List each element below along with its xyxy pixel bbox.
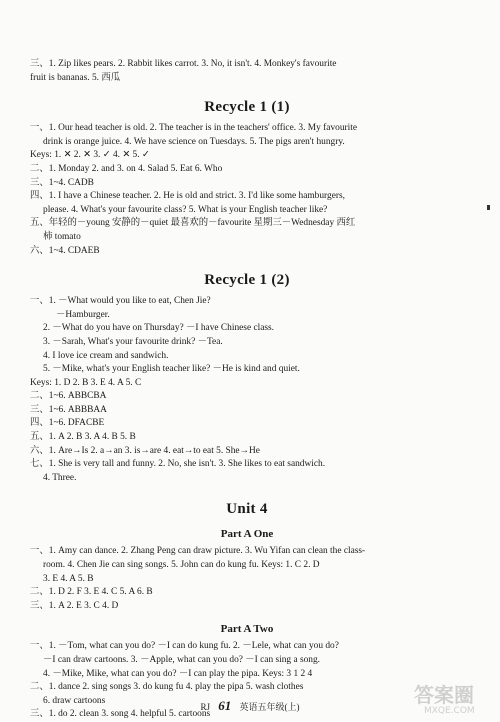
text-line: 柿 tomato	[43, 231, 81, 242]
footer-book-title: 英语五年级(上)	[239, 702, 300, 712]
text-line: －I can draw cartoons. 3. －Apple, what can you do? －I can sing a song.	[43, 655, 321, 665]
text-line: Keys: 1. ✕ 2. ✕ 3. ✓ 4. ✕ 5. ✓	[30, 150, 150, 161]
text-line: Keys: 1. D 2. B 3. E 4. A 5. C	[30, 377, 142, 388]
unit-heading: Unit 4	[226, 501, 268, 518]
text-line: －Hamburger.	[56, 309, 110, 320]
margin-mark	[487, 205, 490, 210]
text-line: 三、1. do 2. clean 3. song 4. helpful 5. cartoons	[30, 709, 211, 720]
text-line: drink is orange juice. 4. We have science on Tuesdays. 5. The pigs aren't hungry.	[43, 136, 345, 147]
text-line: 三、1. A 2. E 3. C 4. D	[30, 600, 119, 611]
text-line: 三、1. Zip likes pears. 2. Rabbit likes carrot. 3. No, it isn't. 4. Monkey's favourite	[30, 59, 337, 69]
part-heading: Part A Two	[220, 623, 274, 636]
section-heading: Recycle 1 (1)	[204, 99, 290, 116]
text-line: 3. －Sarah, What's your favourite drink? －Tea.	[43, 336, 223, 347]
text-line: 二、1~6. ABBCBA	[30, 391, 107, 402]
text-line: fruit is bananas. 5. 西瓜	[30, 72, 121, 83]
text-line: 3. E 4. A 5. B	[43, 573, 94, 584]
text-line: 4. Three.	[43, 472, 77, 483]
text-line: 七、1. She is very tall and funny. 2. No, she isn't. 3. She likes to eat sandwich.	[30, 459, 326, 470]
text-line: room. 4. Chen Jie can sing songs. 5. John can do kung fu. Keys: 1. C 2. D	[43, 560, 320, 571]
text-line: 一、1. －What would you like to eat, Chen Jie?	[30, 296, 211, 307]
text-line: 六、1~4. CDAEB	[30, 245, 100, 256]
text-line: 四、1. I have a Chinese teacher. 2. He is old and strict. 3. I'd like some hamburgers,	[30, 191, 345, 202]
text-line: 2. －What do you have on Thursday? －I have Chinese class.	[43, 323, 275, 334]
text-line: 四、1~6. DFACBE	[30, 418, 105, 429]
text-line: 4. －Mike, Mike, what can you do? －I can play the pipa. Keys: 3 1 2 4	[43, 668, 313, 679]
text-line: 二、1. Monday 2. and 3. on 4. Salad 5. Eat 6. Who	[30, 163, 223, 174]
text-line: 二、1. dance 2. sing songs 3. do kung fu 4. play the pipa 5. wash clothes	[30, 682, 304, 693]
watermark-text: 答案圈	[414, 683, 474, 707]
text-line: 三、1~6. ABBBAA	[30, 404, 107, 415]
text-line: 6. draw cartoons	[43, 695, 106, 706]
text-line: 一、1. Amy can dance. 2. Zhang Peng can draw picture. 3. Wu Yifan can clean the class-	[30, 546, 366, 557]
text-line: 五、1. A 2. B 3. A 4. B 5. B	[30, 432, 136, 443]
text-line: 三、1~4. CADB	[30, 177, 94, 188]
text-line: please. 4. What's your favourite class? 5. What is your English teacher like?	[43, 204, 328, 215]
text-line: 一、1. Our head teacher is old. 2. The teacher is in the teachers' office. 3. My favourite	[30, 123, 358, 134]
page-number: 61	[218, 698, 232, 713]
footer-edition: RJ	[200, 702, 210, 712]
text-line: 六、1. Are→Is 2. a→an 3. is→are 4. eat→to eat 5. She→He	[30, 445, 260, 456]
answer-page	[30, 58, 464, 722]
text-line: 4. I love ice cream and sandwich.	[43, 350, 169, 361]
watermark-url: MXQE.COM	[424, 706, 475, 716]
text-line: 二、1. D 2. F 3. E 4. C 5. A 6. B	[30, 587, 153, 598]
watermark-logo	[410, 680, 494, 716]
text-line: 一、1. －Tom, what can you do? －I can do kung fu. 2. －Lele, what can you do?	[30, 641, 339, 652]
text-line: 五、年轻的－young 安静的－quiet 最喜欢的－favourite 星期三－Wednesday 西红	[30, 218, 356, 229]
section-heading: Recycle 1 (2)	[204, 272, 290, 289]
text-line: 5. －Mike, what's your English teacher like? －He is kind and quiet.	[43, 364, 300, 375]
part-heading: Part A One	[220, 528, 274, 541]
